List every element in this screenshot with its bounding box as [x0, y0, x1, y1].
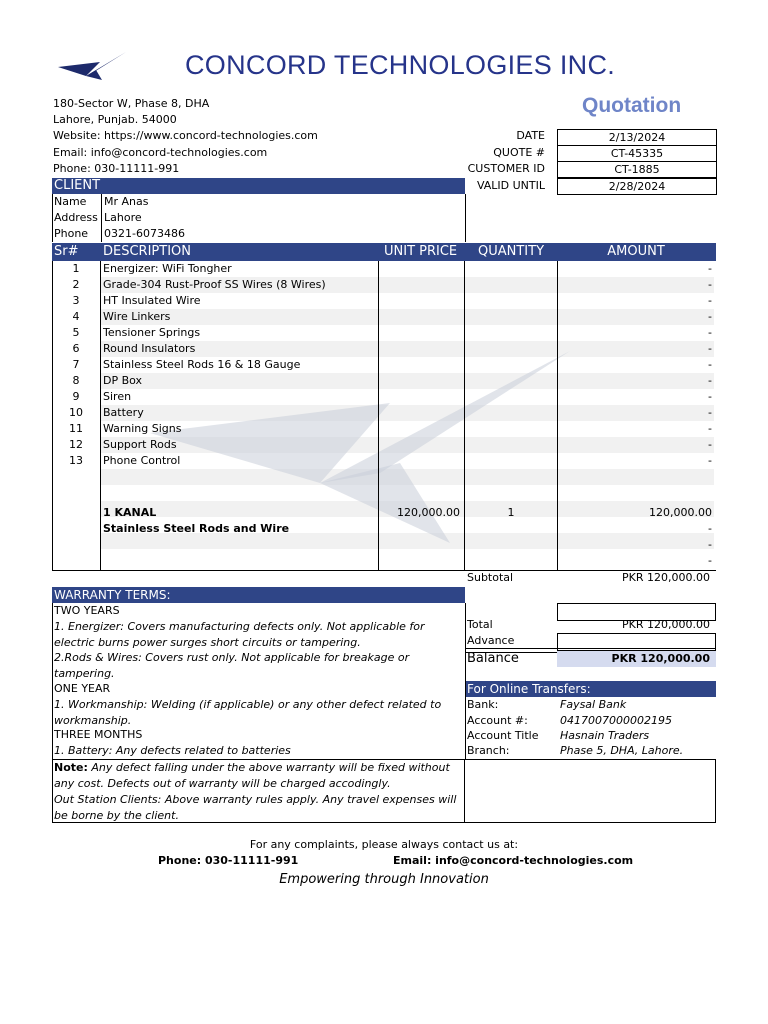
company-address-line1: 180-Sector W, Phase 8, DHA — [53, 97, 210, 110]
cell-description: Support Rods — [103, 438, 177, 451]
cell-description: Stainless Steel Rods 16 & 18 Gauge — [103, 358, 301, 371]
note-line2: any cost. Defects out of warranty will be charged accodingly. — [54, 777, 391, 790]
meta-value-customer-id: CT-1885 — [557, 161, 717, 178]
note-line4: be borne by the client. — [54, 809, 179, 822]
cell-sr: 8 — [72, 374, 80, 387]
bank-label: Bank: — [467, 698, 499, 711]
table-row — [52, 357, 716, 373]
subtotal-label: Subtotal — [467, 571, 514, 584]
footer-email: Email: info@concord-technologies.com — [393, 854, 634, 867]
cell-amount: - — [708, 278, 712, 291]
meta-label-customer-id: CUSTOMER ID — [467, 162, 545, 175]
cell-amount: - — [708, 538, 712, 551]
cell-sr: 13 — [69, 454, 83, 467]
cell-sr: 5 — [72, 326, 80, 339]
warranty-three-months-item1: 1. Battery: Any defects related to batteries — [54, 744, 291, 757]
meta-label-valid-until: VALID UNTIL — [476, 179, 545, 192]
cell-amount: - — [708, 422, 712, 435]
package-amount: 120,000.00 — [649, 506, 712, 519]
client-value-phone: 0321-6073486 — [104, 227, 185, 240]
client-header — [52, 178, 465, 194]
cell-amount: - — [708, 358, 712, 371]
cell-amount: - — [708, 554, 712, 567]
cell-description: Grade-304 Rust-Proof SS Wires (8 Wires) — [103, 278, 326, 291]
client-value-address: Lahore — [104, 211, 142, 224]
cell-description: DP Box — [103, 374, 143, 387]
cell-sr: 3 — [72, 294, 80, 307]
table-row — [52, 309, 716, 325]
footer-complaints: For any complaints, please always contact us at: — [249, 838, 519, 851]
total-value: PKR 120,000.00 — [622, 618, 710, 631]
footer-phone: Phone: 030-11111-991 — [158, 854, 299, 867]
footer-tagline: Empowering through Innovation — [279, 872, 489, 887]
table-row — [52, 373, 716, 389]
cell-amount: - — [708, 438, 712, 451]
client-value-name: Mr Anas — [104, 195, 149, 208]
advance-label: Advance — [467, 634, 515, 647]
table-row — [52, 293, 716, 309]
meta-value-date: 2/13/2024 — [557, 129, 717, 146]
items-table — [52, 243, 716, 571]
col-header-amount: AMOUNT — [607, 244, 665, 259]
company-address-line2: Lahore, Punjab. 54000 — [53, 113, 177, 126]
cell-amount: - — [708, 326, 712, 339]
table-row — [52, 553, 716, 569]
cell-sr: 10 — [69, 406, 83, 419]
account-title-label: Account Title — [467, 729, 539, 742]
note-divider — [464, 759, 465, 823]
balance-label: Balance — [467, 651, 519, 666]
items-table-header — [52, 243, 716, 261]
client-label-name: Name — [54, 195, 87, 208]
col-header-sr: Sr# — [54, 244, 79, 259]
client-header-label: CLIENT — [54, 178, 101, 193]
total-label: Total — [467, 618, 493, 631]
account-number-value: 0417007000002195 — [560, 714, 672, 727]
table-row — [52, 325, 716, 341]
cell-description: Siren — [103, 390, 132, 403]
account-title-value: Hasnain Traders — [560, 729, 650, 742]
warranty-two-years-item2-cont: tampering. — [54, 667, 115, 680]
warranty-header — [52, 587, 465, 603]
col-header-description: DESCRIPTION — [103, 244, 191, 259]
table-row — [52, 277, 716, 293]
cell-amount: - — [708, 294, 712, 307]
table-row — [52, 437, 716, 453]
branch-value: Phase 5, DHA, Lahore. — [560, 744, 684, 757]
cell-sr: 12 — [69, 438, 83, 451]
col-header-unit-price: UNIT PRICE — [384, 244, 458, 259]
table-row — [52, 537, 716, 553]
cell-amount: - — [708, 522, 712, 535]
warranty-one-year: ONE YEAR — [54, 682, 111, 695]
meta-label-date: DATE — [516, 129, 545, 142]
warranty-one-year-item1: 1. Workmanship: Welding (if applicable) or any other defect related to — [54, 698, 442, 711]
cell-description: HT Insulated Wire — [103, 294, 201, 307]
package-subtitle: Stainless Steel Rods and Wire — [103, 522, 290, 535]
cell-description: Tensioner Springs — [103, 326, 201, 339]
table-row — [52, 405, 716, 421]
note-line1 — [54, 760, 450, 776]
warranty-title: WARRANTY TERMS: — [54, 588, 171, 602]
cell-amount: - — [708, 374, 712, 387]
warranty-two-years-item1: 1. Energizer: Covers manufacturing defects only. Not applicable for — [54, 620, 425, 633]
cell-description: Energizer: WiFi Tongher — [103, 262, 232, 275]
cell-amount: - — [708, 406, 712, 419]
subtotal-value: PKR 120,000.00 — [622, 571, 710, 584]
table-row — [52, 421, 716, 437]
table-row — [52, 389, 716, 405]
meta-label-quote: QUOTE # — [493, 146, 545, 159]
company-phone: Phone: 030-11111-991 — [53, 162, 180, 175]
cell-amount: - — [708, 342, 712, 355]
company-name: CONCORD TECHNOLOGIES INC. — [185, 50, 616, 80]
package-quantity: 1 — [507, 506, 515, 519]
warranty-two-years: TWO YEARS — [54, 604, 120, 617]
cell-sr: 1 — [72, 262, 80, 275]
cell-sr: 9 — [72, 390, 80, 403]
warranty-two-years-item1-cont: electric burns power surges short circuits or tampering. — [54, 636, 361, 649]
meta-value-quote: CT-45335 — [557, 145, 717, 162]
package-row — [52, 505, 716, 521]
table-row — [52, 341, 716, 357]
cell-description: Battery — [103, 406, 144, 419]
cell-description: Wire Linkers — [103, 310, 171, 323]
warranty-one-year-item1-cont: workmanship. — [54, 714, 132, 727]
client-divider — [101, 194, 102, 242]
cell-description: Warning Signs — [103, 422, 182, 435]
cell-amount: - — [708, 454, 712, 467]
cell-sr: 11 — [69, 422, 83, 435]
cell-description: Round Insulators — [103, 342, 196, 355]
branch-label: Branch: — [467, 744, 510, 757]
balance-value: PKR 120,000.00 — [611, 652, 710, 665]
cell-sr: 7 — [72, 358, 80, 371]
col-header-quantity: QUANTITY — [477, 244, 545, 259]
client-label-address: Address — [54, 211, 98, 224]
cell-sr: 2 — [72, 278, 80, 291]
client-label-phone: Phone — [54, 227, 89, 240]
table-border-bottom — [52, 570, 464, 571]
online-transfers-title: For Online Transfers: — [467, 682, 591, 696]
table-row — [52, 453, 716, 469]
meta-value-valid-until: 2/28/2024 — [557, 178, 717, 195]
document-title: Quotation — [582, 94, 682, 117]
company-website: Website: https://www.concord-technologies.com — [53, 129, 318, 142]
package-unit-price: 120,000.00 — [397, 506, 460, 519]
account-number-label: Account #: — [467, 714, 528, 727]
package-name: 1 KANAL — [103, 506, 157, 519]
bank-value: Faysal Bank — [560, 698, 627, 711]
cell-amount: - — [708, 310, 712, 323]
package-subtitle-row — [52, 521, 716, 537]
note-text: Any defect falling under the above warranty will be fixed without — [87, 761, 450, 774]
note-line3: Out Station Clients: Above warranty rules apply. Any travel expenses will — [54, 793, 457, 806]
cell-description: Phone Control — [103, 454, 181, 467]
warranty-two-years-item2: 2.Rods & Wires: Covers rust only. Not applicable for breakage or — [54, 651, 410, 664]
cell-amount: - — [708, 262, 712, 275]
online-transfers-header — [465, 681, 716, 697]
note-label: Note: — [54, 761, 88, 774]
company-logo — [56, 50, 128, 84]
company-email: Email: info@concord-technologies.com — [53, 146, 268, 159]
cell-amount: - — [708, 390, 712, 403]
warranty-three-months: THREE MONTHS — [54, 728, 143, 741]
cell-sr: 4 — [72, 310, 80, 323]
client-box — [52, 194, 466, 242]
cell-sr: 6 — [72, 342, 80, 355]
table-row — [52, 261, 716, 277]
